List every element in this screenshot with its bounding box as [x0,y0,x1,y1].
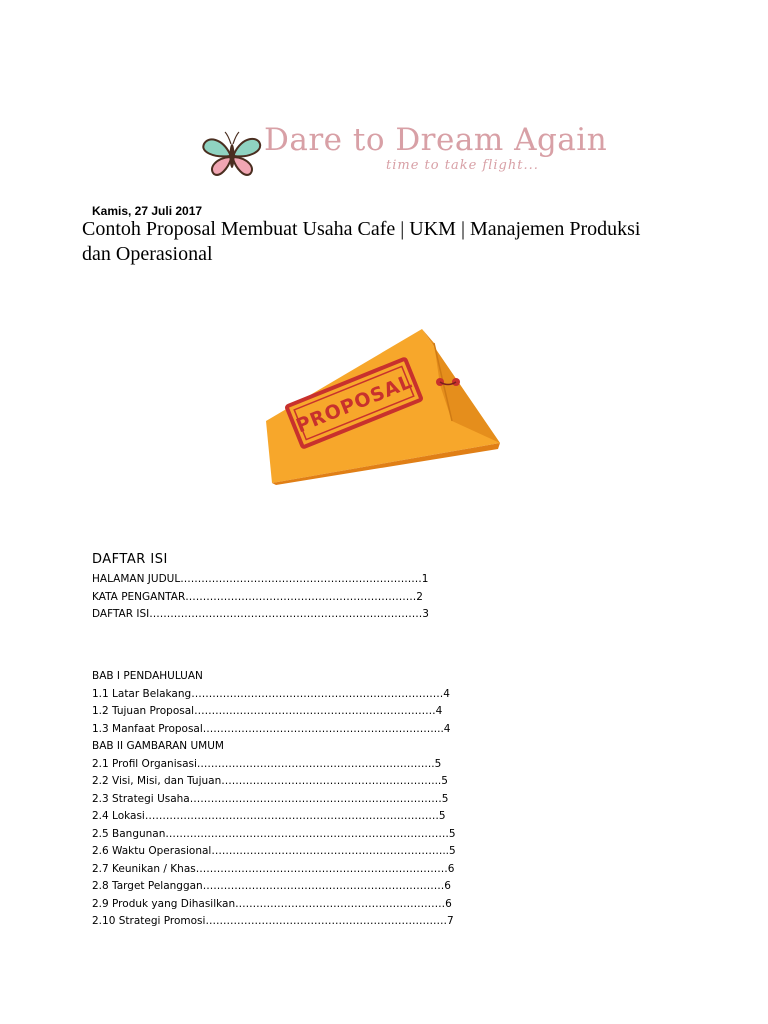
toc-chapter-heading[interactable]: BAB II GAMBARAN UMUM [92,740,224,752]
butterfly-icon [200,128,264,184]
proposal-envelope-image [262,325,507,485]
toc-entry[interactable]: 2.7 Keunikan / Khas………………………………………………………………6 [92,862,455,875]
post-date: Kamis, 27 Juli 2017 [92,204,203,218]
toc-entry[interactable]: 2.9 Produk yang Dihasilkan……………………………………………………6 [92,897,452,910]
toc-entry[interactable]: 2.10 Strategi Promosi……………………………………………………………7 [92,915,454,927]
toc-chapter-list [92,668,456,931]
toc-entry[interactable]: HALAMAN JUDUL……………………………………………………………1 [92,573,429,585]
blog-logo[interactable] [196,118,608,188]
toc-entry[interactable]: 2.2 Visi, Misi, dan Tujuan……………………………………………………...5 [92,775,448,787]
logo-title: Dare to Dream Again [264,122,608,158]
stamp-text: PROPOSAL [293,370,416,438]
toc-entry[interactable]: 2.1 Profil Organisasi…………………………………………………………..5 [92,757,442,770]
toc-entry[interactable]: 1.1 Latar Belakang………………………………………………………………4 [92,687,450,700]
toc-chapter-heading[interactable]: BAB I PENDAHULUAN [92,670,203,682]
toc-entry[interactable]: 1.3 Manfaat Proposal…………………………………………………………...4 [92,722,451,735]
toc-front-list [92,571,429,624]
toc-entry[interactable]: 2.3 Strategi Usaha………………………………………………………………5 [92,792,449,805]
post-title-line-2: dan Operasional [82,243,213,265]
post-title[interactable] [82,217,682,267]
logo-subtitle: time to take flight... [386,158,539,173]
toc-entry[interactable]: 2.4 Lokasi…………………………………………………………………………5 [92,810,446,822]
toc-entry[interactable]: 2.5 Bangunan………………………………………………………………………5 [92,827,456,840]
toc-entry[interactable]: DAFTAR ISI……………………………………………………………………3 [92,608,429,620]
toc-entry[interactable]: KATA PENGANTAR…………………………………………………………2 [92,590,423,603]
post-title-line-1: Contoh Proposal Membuat Usaha Cafe | UKM | Manajemen Produksi [82,218,641,240]
toc-entry[interactable]: 2.6 Waktu Operasional…………………………………………………………..5 [92,845,456,857]
toc-entry[interactable]: 1.2 Tujuan Proposal……………………………………………………………4 [92,705,443,717]
toc-entry[interactable]: 2.8 Target Pelanggan……………………………………………………………6 [92,880,451,892]
toc-heading: DAFTAR ISI [92,552,168,567]
